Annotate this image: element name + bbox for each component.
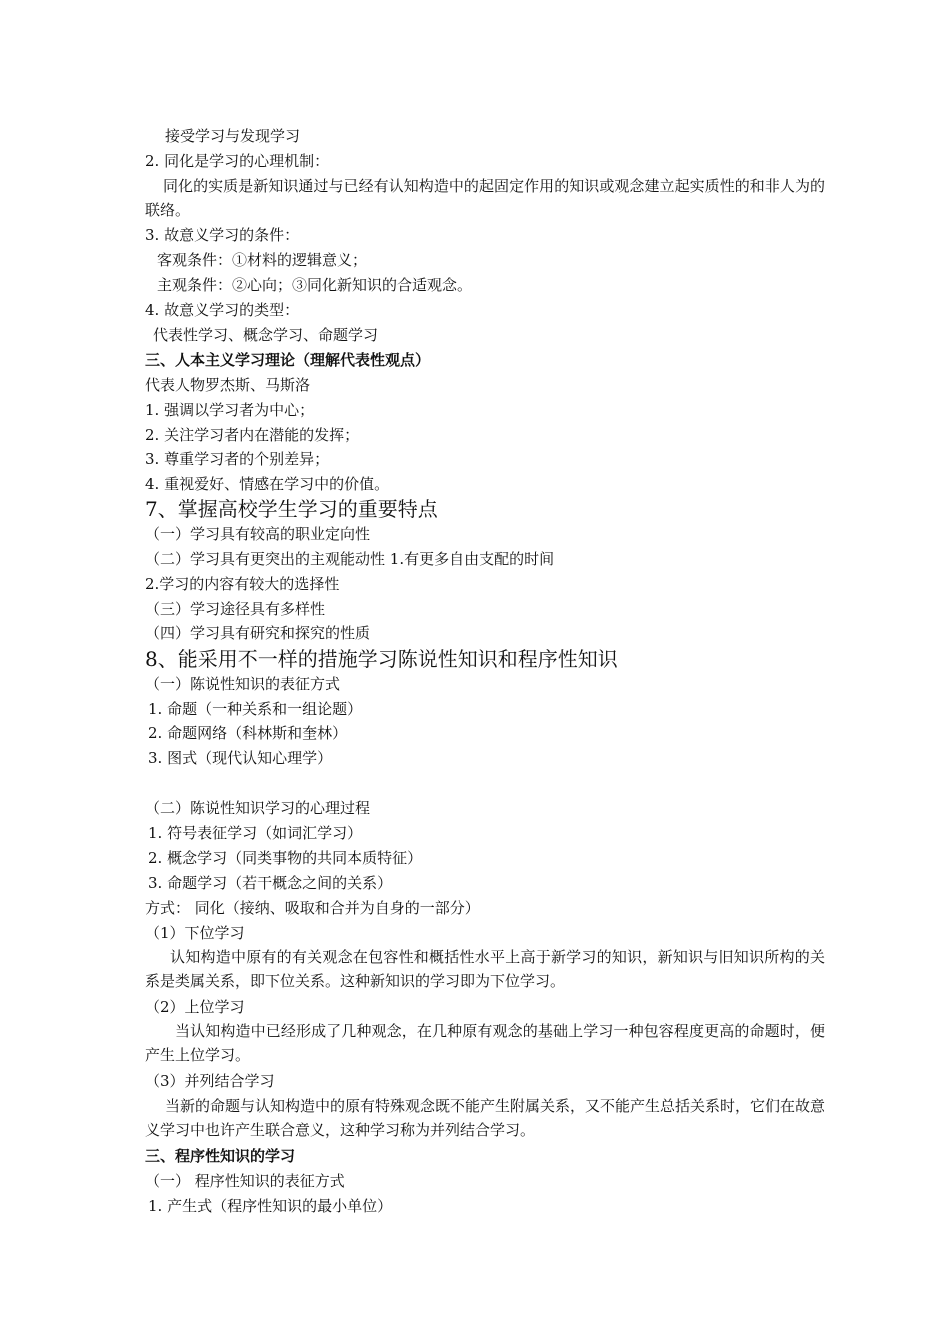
list-item: 3. 尊重学习者的个别差异；	[145, 450, 330, 468]
list-item: 2.学习的内容有较大的选择性	[145, 575, 340, 593]
text-line: 代表人物罗杰斯、马斯洛	[145, 376, 311, 394]
paragraph: 当新的命题与认知构造中的原有特殊观念既不能产生附属关系，又不能产生总括关系时，它们在故意义学习中也许产生联合意义，这种学习称为并列结合学习。	[145, 1097, 826, 1139]
list-item: 1. 产生式（程序性知识的最小单位）	[148, 1197, 393, 1215]
chapter-heading: 8、能采用不一样的措施学习陈说性知识和程序性知识	[145, 647, 618, 671]
subsection-heading: （3）并列结合学习	[145, 1072, 275, 1090]
list-item: 4. 重视爱好、情感在学习中的价值。	[145, 475, 390, 493]
text-line: 方式： 同化（接纳、吸取和合并为自身的一部分）	[145, 899, 480, 917]
list-item: 1. 命题（一种关系和一组论题）	[148, 700, 363, 718]
subsection-heading: （2）上位学习	[145, 998, 245, 1016]
list-item: 1. 符号表征学习（如词汇学习）	[148, 824, 363, 842]
list-item: （一）学习具有较高的职业定向性	[145, 525, 371, 543]
list-item: 2. 命题网络（科林斯和奎林）	[148, 724, 348, 742]
paragraph: 当认知构造中已经形成了几种观念，在几种原有观念的基础上学习一种包容程度更高的命题时，便产生上位学习。	[145, 1022, 825, 1064]
paragraph: 认知构造中原有的有关观念在包容性和概括性水平上高于新学习的知识，新知识与旧知识所构的关系是类属关系，即下位关系。这种新知识的学习即为下位学习。	[145, 948, 825, 990]
list-item: 2. 概念学习（同类事物的共同本质特征）	[148, 849, 423, 867]
section-heading: 4. 故意义学习的类型：	[145, 301, 300, 319]
list-item: 3. 命题学习（若干概念之间的关系）	[148, 874, 393, 892]
subsection-heading: （一）陈说性知识的表征方式	[145, 675, 341, 693]
list-item: 3. 图式（现代认知心理学）	[148, 749, 333, 767]
subsection-heading: （一） 程序性知识的表征方式	[145, 1172, 345, 1190]
list-item: （二）学习具有更突出的主观能动性 1.有更多自由支配的时间	[145, 550, 555, 568]
section-heading: 2. 同化是学习的心理机制：	[145, 152, 330, 170]
list-item: 2. 关注学习者内在潜能的发挥；	[145, 426, 360, 444]
list-item: （三）学习途径具有多样性	[145, 600, 326, 618]
section-title: 三、人本主义学习理论（理解代表性观点）	[145, 351, 431, 369]
list-item: 1. 强调以学习者为中心；	[145, 401, 315, 419]
text-line: 接受学习与发现学习	[165, 127, 301, 145]
subsection-heading: （二）陈说性知识学习的心理过程	[145, 799, 371, 817]
text-line: 代表性学习、概念学习、命题学习	[153, 326, 379, 344]
chapter-heading: 7、掌握高校学生学习的重要特点	[145, 497, 438, 521]
section-title: 三、程序性知识的学习	[145, 1147, 296, 1165]
section-heading: 3. 故意义学习的条件：	[145, 226, 300, 244]
text-line: 主观条件：②心向；③同化新知识的合适观念。	[157, 276, 473, 294]
subsection-heading: （1）下位学习	[145, 924, 245, 942]
text-line: 客观条件：①材料的逻辑意义；	[157, 251, 368, 269]
list-item: （四）学习具有研究和探究的性质	[145, 624, 371, 642]
paragraph: 同化的实质是新知识通过与已经有认知构造中的起固定作用的知识或观念建立起实质性的和非人为的联络。	[145, 177, 825, 219]
